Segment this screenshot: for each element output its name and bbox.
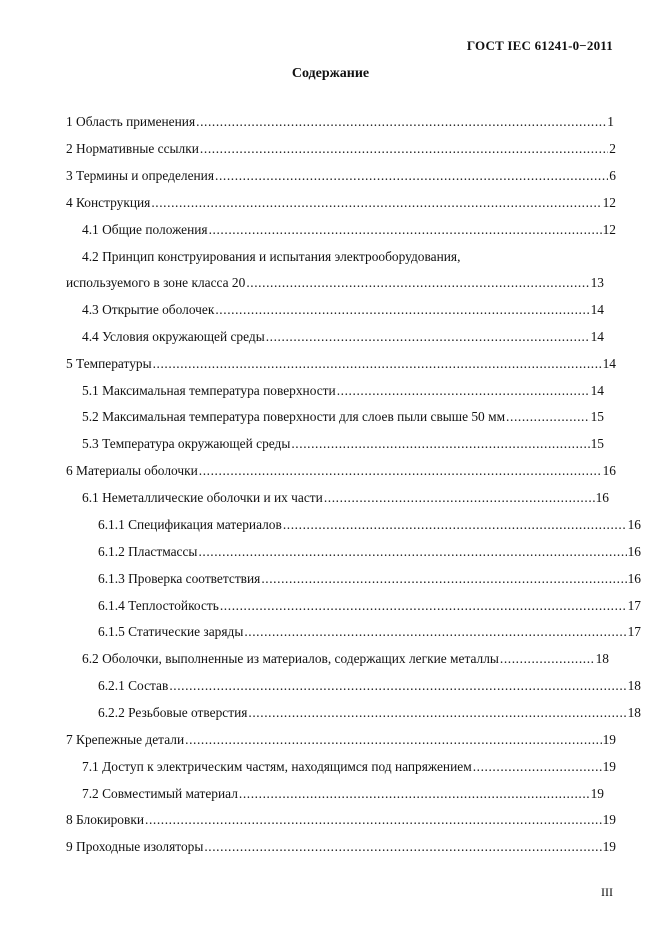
toc-entry-4-2[interactable] [66,274,604,292]
toc-entry-page: 19 [602,812,616,827]
toc-entry-6-1[interactable] [82,489,609,507]
toc-entry-5-2[interactable] [82,408,604,426]
dot-leader [220,597,627,615]
dot-leader [283,516,627,534]
toc-entry-label: 7 Крепежные детали [66,732,185,747]
dot-leader [244,623,626,641]
toc-entry-page: 14 [590,329,604,344]
dot-leader [473,758,602,776]
toc-entry-page: 2 [609,141,616,156]
toc-entry-page: 12 [602,222,616,237]
dot-leader [215,167,608,185]
dot-leader [248,704,626,722]
toc-entry-label: 7.1 Доступ к электрическим частям, находящимся под напряжением [82,759,472,774]
page-title: Содержание [291,66,370,81]
dot-leader [198,543,626,561]
toc-entry-5-3[interactable] [82,435,604,453]
toc-entry-label: 6.1 Неметаллические оболочки и их части [82,490,323,505]
page-number: III [601,885,613,899]
dot-leader [145,811,602,829]
toc-entry-4-2-line1[interactable]: 4.2 Принцип конструирования и испытания электрооборудования, [82,249,461,264]
toc-entry-page: 16 [627,544,641,559]
dot-leader [324,489,595,507]
toc-entry-page: 16 [627,571,641,586]
toc-entry-page: 12 [602,195,616,210]
toc-entry-page: 13 [590,275,604,290]
dot-leader [151,194,601,212]
toc-entry-7-2[interactable] [82,785,604,803]
toc-entry-6-2[interactable] [82,650,609,668]
toc-entry-6-1-2[interactable] [98,543,641,561]
toc-entry-label: 4.3 Открытие оболочек [82,302,215,317]
dot-leader [185,731,601,749]
dot-leader [246,274,589,292]
toc-entry-page: 14 [590,383,604,398]
toc-entry-label: 5.2 Максимальная температура поверхности для слоев пыли свыше 50 мм [82,409,506,424]
toc-entry-label: 1 Область применения [66,114,196,129]
toc-entry-7[interactable] [66,731,616,749]
toc-entry-page: 15 [590,436,604,451]
dot-leader [261,570,626,588]
toc-entry-page: 19 [602,732,616,747]
dot-leader [204,838,601,856]
toc-entry-label: 2 Нормативные ссылки [66,141,199,156]
toc-entry-page: 6 [609,168,616,183]
toc-entry-label: 8 Блокировки [66,812,144,827]
toc-entry-label: 6.1.4 Теплостойкость [98,598,219,613]
toc-entry-label: 5.3 Температура окружающей среды [82,436,291,451]
toc-entry-6-1-1[interactable] [98,516,641,534]
toc-entry-5-1[interactable] [82,382,604,400]
dot-leader [215,301,589,319]
toc-entry-5[interactable] [66,355,616,373]
dot-leader [291,435,589,453]
toc-entry-4-3[interactable] [82,301,604,319]
toc-entry-3[interactable] [66,167,616,185]
toc-entry-page: 15 [590,409,604,424]
dot-leader [337,382,590,400]
toc-entry-label: 6.1.2 Пластмассы [98,544,198,559]
dot-leader [199,462,602,480]
toc-entry-label: 6.1.5 Статические заряды [98,624,244,639]
toc-entry-page: 14 [602,356,616,371]
toc-entry-6[interactable] [66,462,616,480]
toc-entry-page: 18 [627,678,641,693]
toc-entry-label: 6.2 Оболочки, выполненные из материалов, содержащих легкие металлы [82,651,499,666]
toc-entry-label: 4.1 Общие положения [82,222,208,237]
toc-entry-page: 19 [590,786,604,801]
document-code: ГОСТ IEC 61241-0−2011 [466,38,613,53]
toc-entry-page: 16 [627,517,641,532]
toc-entry-4-1[interactable] [82,221,616,239]
toc-entry-4[interactable] [66,194,616,212]
dot-leader [506,408,590,426]
toc-entry-page: 16 [602,463,616,478]
dot-leader [196,113,606,131]
toc-entry-label: 5 Температуры [66,356,152,371]
toc-entry-label: 3 Термины и определения [66,168,215,183]
toc-entry-page: 16 [595,490,609,505]
toc-entry-label: 4 Конструкция [66,195,151,210]
dot-leader [200,140,608,158]
toc-entry-label: 6.2.2 Резьбовые отверстия [98,705,248,720]
toc-entry-1[interactable] [66,113,614,131]
toc-entry-label: 6 Материалы оболочки [66,463,198,478]
dot-leader [169,677,626,695]
toc-entry-page: 19 [602,839,616,854]
dot-leader [266,328,590,346]
toc-entry-6-2-2[interactable] [98,704,641,722]
toc-entry-label: 6.1.1 Спецификация материалов [98,517,282,532]
toc-entry-8[interactable] [66,811,616,829]
toc-entry-6-1-3[interactable] [98,570,641,588]
toc-entry-page: 18 [627,705,641,720]
dot-leader [153,355,602,373]
toc-entry-label: 6.1.3 Проверка соответствия [98,571,261,586]
toc-entry-page: 1 [607,114,614,129]
toc-entry-6-1-5[interactable] [98,623,641,641]
toc-entry-label: 6.2.1 Состав [98,678,169,693]
toc-entry-6-1-4[interactable] [98,597,641,615]
toc-entry-label: 9 Проходные изоляторы [66,839,204,854]
toc-entry-7-1[interactable] [82,758,616,776]
toc-entry-4-4[interactable] [82,328,604,346]
toc-entry-9[interactable] [66,838,616,856]
toc-entry-page: 17 [627,624,641,639]
toc-entry-label: 7.2 Совместимый материал [82,786,238,801]
dot-leader [239,785,590,803]
toc-entry-page: 17 [627,598,641,613]
toc-entry-2[interactable] [66,140,616,158]
toc-entry-page: 18 [595,651,609,666]
toc-entry-label: используемого в зоне класса 20 [66,275,246,290]
dot-leader [209,221,602,239]
toc-entry-page: 14 [590,302,604,317]
toc-entry-page: 19 [602,759,616,774]
toc-entry-6-2-1[interactable] [98,677,641,695]
dot-leader [500,650,595,668]
toc-entry-label: 4.4 Условия окружающей среды [82,329,265,344]
toc-entry-label: 5.1 Максимальная температура поверхности [82,383,336,398]
